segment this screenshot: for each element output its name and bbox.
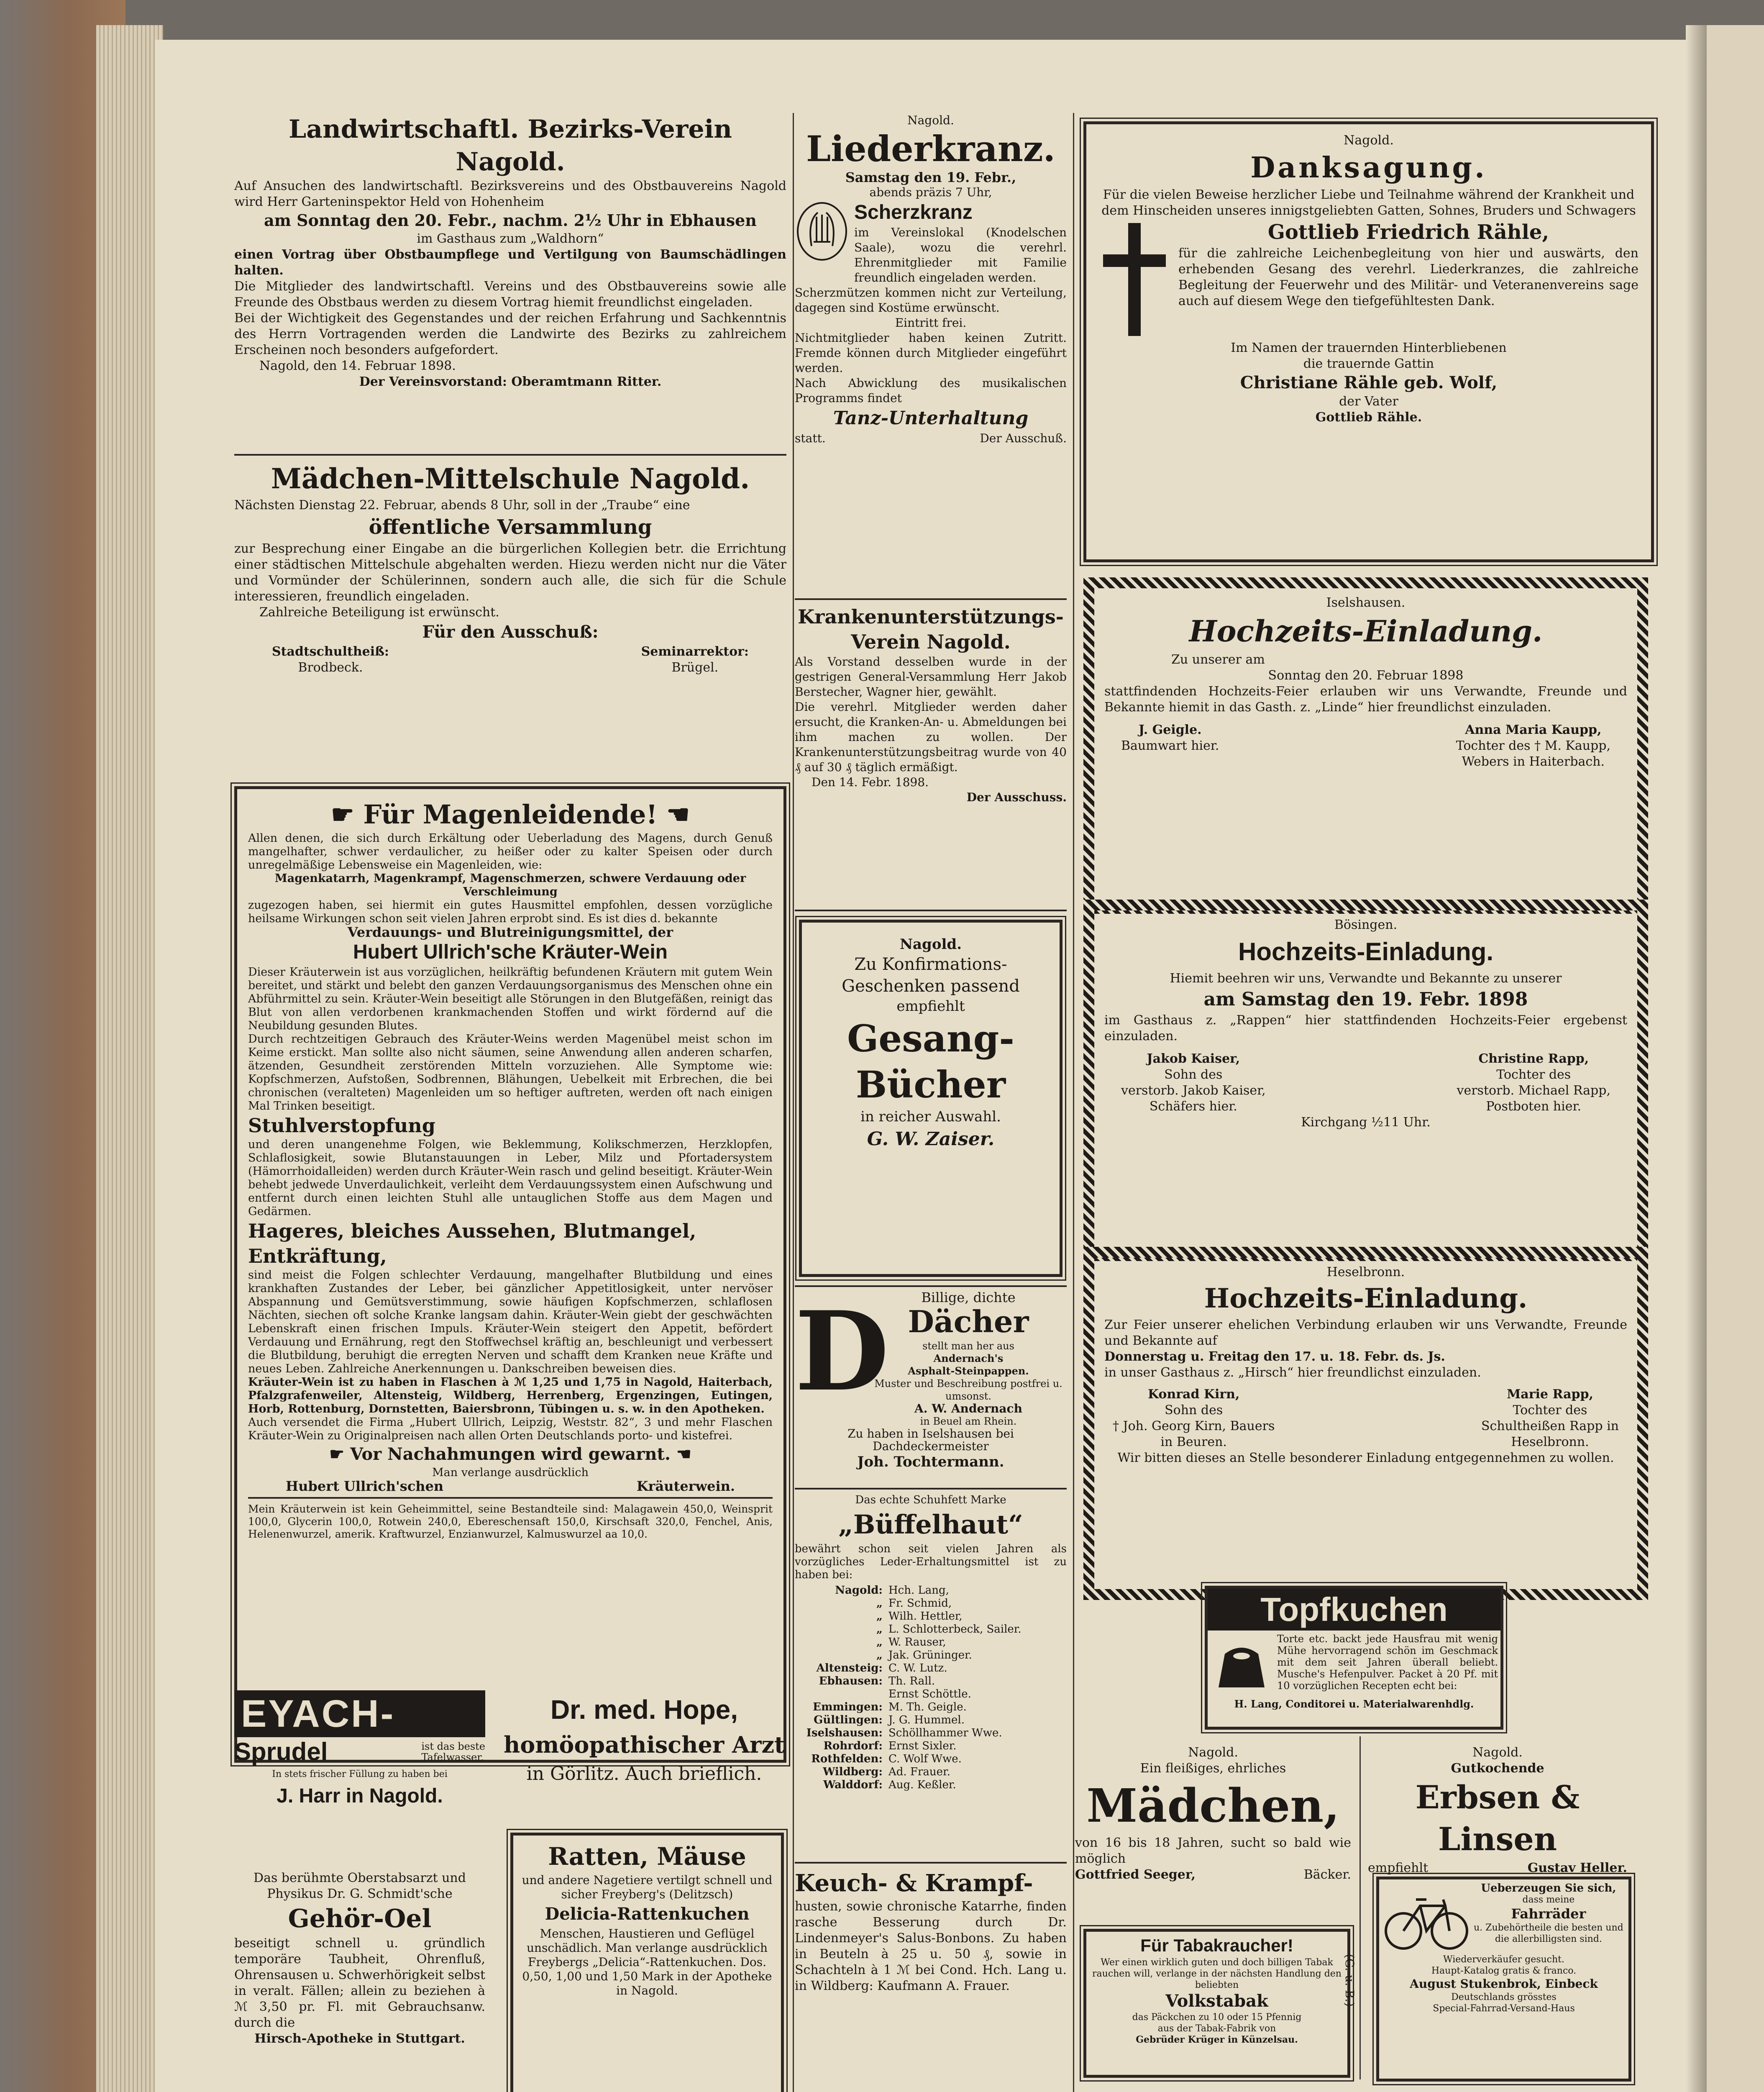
dealer-row [795, 1753, 1067, 1766]
place: Nagold. [1472, 1745, 1523, 1760]
ad-title: Hochzeits-Einladung. [1238, 938, 1494, 966]
magen-ad [234, 786, 786, 1763]
pointing-hand-icon: ☚ [657, 799, 690, 830]
brand: Fahrräder [1511, 1906, 1586, 1922]
ad-sub: Verdauungs- und Blutreinigungsmittel, der [347, 924, 673, 940]
liederkranz-ad [795, 113, 1067, 594]
ad-text: In stets frischer Füllung zu haben bei [272, 1769, 448, 1779]
place: Nagold. [1188, 1745, 1238, 1760]
dealer-name: W. Rauser, [888, 1636, 946, 1648]
ad-text: Sohn des [1165, 1403, 1223, 1418]
date: Donnerstag u. Freitag den 17. u. 18. Febr. ds. Js. [1104, 1349, 1445, 1364]
hochzeit-heselbronn [1083, 1247, 1648, 1600]
bicycle-icon [1383, 1883, 1470, 1954]
signer-role: Seminarrektor: [641, 644, 749, 659]
signer-role: Stadtschultheiß: [272, 644, 389, 659]
ad-title: Verein Nagold. [851, 631, 1011, 653]
dealer-name: C. Wolf Wwe. [888, 1753, 962, 1765]
dealer-name: L. Schlotterbeck, Sailer. [888, 1623, 1022, 1636]
ad-text: von 16 bis 18 Jahren, sucht so bald wie möglich [1075, 1836, 1351, 1866]
ad-text: Special-Fahrrad-Versand-Haus [1433, 2003, 1575, 2014]
place: Iselshausen. [1326, 595, 1406, 610]
dealer-row [795, 1675, 1067, 1688]
seller: H. Lang, Conditorei u. Materialwarenhdlg. [1234, 1698, 1474, 1710]
dealer-name: J. G. Hummel. [888, 1714, 965, 1726]
dealer-place: „ [876, 1610, 883, 1623]
dealer-row [795, 1701, 1067, 1714]
ad-text: Dachdeckermeister [873, 1439, 989, 1453]
ad-title: Mädchen-Mittelschule Nagold. [271, 462, 750, 495]
tagline: ist das beste [421, 1741, 485, 1752]
dealer-row [795, 1610, 1067, 1623]
firm-place: in Beuel am Rhein. [920, 1415, 1017, 1427]
dealer-row [795, 1727, 1067, 1740]
ad-text: Sohn des [1164, 1067, 1223, 1082]
brand-b: Kräuterwein. [636, 1478, 735, 1494]
ad-text: beseitigt schnell u. gründlich temporäre Taubheit, Ohrenfluß, Ohrensausen u. Schwerhörigkeit selbst in veralt. Fällen; allein zu beziehen à ℳ 3,50 pr. Fl. mit Gebrauchsanw. durch die [234, 1936, 485, 2030]
maedchen-ad [1075, 1745, 1351, 1920]
ad-text: sind meist die Folgen schlechter Verdauung, mangelhafter Blutbildung und eines krankhaften Zustandes der Leber, bei gänzlicher Appetitlosigkeit, unter nervöser Abspannung und Gemütsverstimmung, sowie häufigen Kopfschmerzen, schlaflosen Nächten, siechen oft solche Kranke langsam dahin. Kräuter-Wein giebt der geschwächten Lebenskraft einen frischen Impuls. Kräuter-Wein steigert den Appetit, befördert Verdauung und Ernährung, regt den Stoffwechsel kräftig an, beschleunigt und verbessert die Blutbildung, beruhigt die erregten Nerven und schafft dem Kranken neue Kräfte und neues Leben. Zahlreiche Anerkennungen u. Dankschreiben beweisen dies. [248, 1269, 773, 1375]
ad-text: und andere Nagetiere vertilgt schnell und sicher Freyberg's (Delitzsch) [522, 1873, 773, 1901]
groom-name: J. Geigle. [1138, 723, 1202, 737]
dealer-name: Hch. Lang, [888, 1584, 949, 1597]
dealer-row [795, 1623, 1067, 1636]
dealer-place: Iselshausen: [806, 1727, 883, 1739]
bride-name: Anna Maria Kaupp, [1465, 723, 1602, 737]
groom-name: Konrad Kirn, [1147, 1387, 1240, 1402]
ad-text: Allen denen, die sich durch Erkältung oder Ueberladung des Magens, durch Genuß mangelhafter, schwer verdaulicher, zu heißer oder zu kalter Speisen oder durch unregelmäßige Lebensweise ein Magenleiden, wie: [248, 832, 773, 872]
ad-date: am Sonntag den 20. Febr., nachm. 2½ Uhr in Ebhausen [264, 211, 757, 230]
page-edges [96, 25, 163, 2092]
big-word: Gesang- [847, 1017, 1014, 1060]
maedchenschule-ad [234, 460, 786, 778]
ad-place: im Gasthaus zum „Waldhorn“ [417, 231, 604, 246]
ad-text: Wiederverkäufer gesucht. [1443, 1954, 1565, 1965]
ad-signature: Der Vereinsvorstand: Oberamtmann Ritter. [359, 374, 662, 389]
column-rule-1 [793, 113, 794, 2092]
ad-signature: Der Ausschuß. [980, 431, 1067, 445]
ad-text: in reicher Auswahl. [860, 1108, 1001, 1125]
ad-text: empfiehlt [1368, 1861, 1429, 1875]
topfkuchen-ad [1205, 1586, 1503, 1730]
ad-text: Hiemit beehren wir uns, Verwandte und Bekannte zu unserer [1170, 971, 1562, 986]
brand: Volkstabak [1165, 1991, 1268, 2011]
dealer-name: Ernst Sixler. [888, 1740, 957, 1752]
big-word: Bücher [855, 1063, 1006, 1106]
column-rule-3 [1359, 1736, 1361, 2079]
hochzeit-boesingen [1083, 900, 1648, 1261]
ad-text: Billige, dichte [921, 1290, 1016, 1305]
ad-text: Kirchgang ½11 Uhr. [1301, 1115, 1431, 1130]
dealer-row [795, 1597, 1067, 1610]
ad-title: Ratten, Mäuse [548, 1842, 746, 1871]
ad-text: Andernach's [933, 1352, 1004, 1364]
dealer-place: Gültlingen: [814, 1714, 883, 1726]
big-d-initial-icon: D [795, 1288, 889, 1415]
brand-a: Hubert Ullrich'schen [286, 1478, 444, 1494]
ad-text: in Beuren. [1160, 1435, 1227, 1449]
fahrrad-ad [1376, 1877, 1631, 2082]
ad-ailments: Magenkatarrh, Magenkrampf, Magenschmerzen, schwere Verdauung oder Verschleimung [274, 872, 746, 898]
ad-text: im Vereinslokal (Knodelschen Saale), wozu die verehrl. Ehrenmitglieder mit Familie freundlich eingeladen werden. [854, 226, 1067, 285]
danksagung-ad [1083, 121, 1654, 562]
dealer-row [795, 1779, 1067, 1792]
firm: A. W. Andernach [914, 1402, 1022, 1415]
pointing-hand-icon: ☛ [329, 1444, 351, 1464]
product-name: Gehör-Oel [288, 1904, 432, 1933]
daecher-ad [795, 1288, 1067, 1484]
ad-text: Postboten hier. [1486, 1099, 1582, 1114]
event: Scherzkranz [854, 201, 973, 223]
dealer-name: Schöllhammer Wwe. [888, 1727, 1002, 1739]
dealer-name: M. Th. Geigle. [888, 1701, 967, 1713]
ad-text: Nächsten Dienstag 22. Februar, abends 8 Uhr, soll in der „Traube“ eine [234, 498, 690, 513]
bride-name: Christine Rapp, [1478, 1051, 1589, 1066]
ad-text: Nach Abwicklung des musikalischen Programms findet [795, 376, 1067, 405]
couple [1104, 722, 1627, 770]
seller: Gottfried Seeger, [1075, 1867, 1196, 1882]
ad-text: Durch rechtzeitigen Gebrauch des Kräuter-Weins werden Magenübel meist schon im Keime erstickt. Man sollte also nicht säumen, seine Anwendung allen anderen scharfen, ätzenden, Gesundheit zerstörenden Mitteln vorzuziehen. Alle Symptome wie: Kopfschmerzen, Aufstoßen, Sodbrennen, Blähungen, Uebelkeit mit Erbrechen, die bei chronischen (veralteten) Magenleiden um so heftiger auftreten, werden oft nach einigen Mal Trinken beseitigt. [248, 1033, 773, 1113]
ad-text: † Joh. Georg Kirn, Bauers [1113, 1419, 1275, 1433]
firm: August Stukenbrok, Einbeck [1410, 1977, 1598, 1991]
ad-text: statt. [795, 431, 826, 445]
dealer-row [795, 1662, 1067, 1675]
ad-text: im Gasthaus z. „Rappen“ hier stattfindenden Hochzeits-Feier ergebenst einzuladen. [1104, 1013, 1627, 1043]
erbsen-ad [1368, 1745, 1627, 1875]
ad-text: Auf Ansuchen des landwirtschaftl. Bezirksvereins und des Obstbauvereins Nagold wird Herr Garteninspektor Held von Hohenheim [234, 179, 786, 209]
ad-text: Tochter des [1513, 1403, 1587, 1418]
dealer-place: Rothfelden: [811, 1753, 883, 1765]
section-head: Hageres, bleiches Aussehen, Blutmangel, Entkräftung, [248, 1220, 696, 1267]
ad-text: Ein fleißiges, ehrliches [1140, 1761, 1286, 1776]
dealer-place: „ [876, 1597, 883, 1610]
doctor-name: Dr. med. Hope, [550, 1695, 738, 1725]
seller: J. Harr in Nagold. [277, 1785, 443, 1807]
ad-text: Zu haben in Iselshausen bei [847, 1427, 1014, 1441]
ad-text: in unser Gasthaus z. „Hirsch“ hier freundlichst einzuladen. [1104, 1365, 1481, 1380]
dealer-row [795, 1714, 1067, 1727]
pointing-hand-icon: ☚ [670, 1444, 691, 1464]
ad-text: Tochter des [1496, 1067, 1571, 1082]
dealer-list [795, 1584, 1067, 1792]
place: Bösingen. [1334, 918, 1398, 932]
column-right [1075, 113, 1644, 2092]
dealer-place: Emmingen: [813, 1701, 883, 1713]
ad-text: Die verehrl. Mitglieder werden daher ersucht, die Kranken-An- u. Abmeldungen bei ihm machen zu wollen. Der Krankenunterstützungsbeitrag wurde von 40 ₰ auf 30 ₰ täglich ermäßigt. [795, 700, 1067, 774]
ad-text: für die zahlreiche Leichenbegleitung von hier und auswärts, den erhebenden Gesang des verehrl. Liederkranzes, die zahlreiche Begleitung der Feuerwehr und des Militär- und Veteranenvereins sage auch auf diesem Wege den tiefgefühltesten Dank. [1178, 246, 1639, 308]
ad-text: aus der Tabak-Fabrik von [1157, 2023, 1276, 2034]
dealer-name: Th. Rall. [888, 1675, 935, 1687]
dealer-row [795, 1584, 1067, 1597]
father-name: Gottlieb Rähle. [1315, 410, 1422, 425]
ad-title: Hochzeits-Einladung. [1189, 614, 1543, 649]
column-left [234, 113, 786, 2092]
deceased-name: Gottlieb Friedrich Rähle, [1267, 220, 1549, 244]
ad-committee: Für den Ausschuß: [422, 622, 599, 642]
ad-title: Für Tabakraucher! [1140, 1936, 1293, 1955]
ad-title: Liederkranz. [806, 128, 1055, 169]
ad-text: u. Zubehörtheile die besten und [1474, 1923, 1623, 1933]
lyre-emblem-icon [795, 200, 849, 263]
ad-text: Wer einen wirklich guten und doch billigen Tabak rauchen will, verlange in der nächsten Handlung den beliebten [1092, 1957, 1342, 1990]
dance: Tanz-Unterhaltung [833, 408, 1029, 429]
warning [248, 1443, 773, 1466]
divider [795, 598, 1067, 600]
cake-icon [1210, 1633, 1273, 1696]
dealer-place: Rohrdorf: [823, 1740, 883, 1752]
dealer-row [795, 1688, 1067, 1701]
groom-name: Jakob Kaiser, [1147, 1051, 1240, 1066]
doctor-place: in Görlitz. Auch brieflich. [526, 1763, 762, 1784]
bueffel-ad [795, 1494, 1067, 1858]
date: Sonntag den 20. Februar 1898 [1268, 668, 1464, 683]
divider [795, 1488, 1067, 1490]
ad-signature: Der Ausschuss. [966, 790, 1067, 804]
signatures [234, 644, 786, 676]
big-word: Dächer [908, 1304, 1029, 1339]
date: am Samstag den 19. Febr. 1898 [1203, 989, 1528, 1010]
date: Samstag den 19. Febr., [845, 169, 1016, 185]
ad-text: Menschen, Haustieren und Geflügel unschädlich. Man verlange ausdrücklich Freybergs „Delicia“-Rattenkuchen. Dos. 0,50, 1,00 und 1,50 Mark in der Apotheke in Nagold. [522, 1927, 772, 1997]
ad-title: Keuch- & Krampf- [795, 1869, 1033, 1897]
place: Heselbronn. [1326, 1265, 1405, 1279]
ad-text: stellt man her aus [922, 1340, 1014, 1352]
hope-ad [502, 1690, 786, 1816]
next-page-edge [1707, 25, 1764, 2092]
dealer-row [795, 1766, 1067, 1779]
ad-text: zur Besprechung einer Eingabe an die bürgerlichen Kollegien betr. die Errichtung einer städtischen Mittelschule abgehalten werden. Hiezu werden nicht nur die Väter und Vormünder der Schülerinnen, sondern auch alle, die sich für die Schule interessieren, freundlich eingeladen. [234, 541, 786, 604]
ad-text: Zahlreiche Beteiligung ist erwünscht. [259, 605, 499, 620]
signer-name: Brügel. [671, 660, 719, 675]
ad-text: Im Namen der trauernden Hinterbliebenen [1231, 341, 1507, 355]
ad-text: Geschenken passend [842, 977, 1020, 996]
ad-text: Die Mitglieder des landwirtschaftl. Vereins und des Obstbauvereins sowie alle Freunde des Obstbaus werden zu diesem Vortrag hiemit freundlichst eingeladen. [234, 279, 786, 310]
dealer-name: Ad. Frauer. [888, 1766, 950, 1778]
seller-role: Bäcker. [1303, 1867, 1351, 1882]
place: Nagold. [1344, 133, 1394, 148]
dealer-name: C. W. Lutz. [888, 1662, 947, 1674]
ad-text: Torte etc. backt jede Hausfrau mit wenig Mühe hervorragend schön im Geschmack mit dem seit Jahren überall beliebt. Musche's Hefenpulver. Packet à 20 Pf. mit 10 vorzüglichen Recepten echt bei: [1277, 1633, 1498, 1692]
divider [795, 910, 1067, 911]
product-name: Hubert Ullrich'sche Kräuter-Wein [353, 941, 668, 963]
book-gutter [1686, 25, 1707, 2092]
seller: Joh. Tochtermann. [857, 1454, 1004, 1470]
dealer-place: „ [876, 1649, 883, 1661]
ad-title [248, 797, 773, 832]
ad-text: Physikus Dr. G. Schmidt'sche [267, 1887, 453, 1901]
ad-text: Scherzmützen kommen nicht zur Verteilung, dagegen sind Kostüme erwünscht. [795, 286, 1067, 315]
ad-text: Das echte Schuhfett Marke [855, 1494, 1006, 1506]
ad-text: Zu Konfirmations- [854, 955, 1007, 974]
ad-text: Schäfers hier. [1149, 1099, 1237, 1114]
hochzeit-iselshausen [1083, 577, 1648, 914]
dealer-place: „ [876, 1636, 883, 1648]
divider [795, 1285, 1067, 1287]
brand-line [248, 1479, 773, 1493]
ad-text: Das berühmte Oberstabsarzt und [253, 1871, 466, 1885]
divider [234, 454, 786, 456]
ad-title: Krankenunterstützungs- [798, 605, 1064, 628]
landwirtschaft-ad [234, 113, 786, 450]
ad-text: und deren unangenehme Folgen, wie Beklemmung, Kolikschmerzen, Herzklopfen, Schlaflosigkeit, sowie Blutanstauungen in Leber, Milz und Pfortadersystem (Hämorrhoidalleiden) werden durch Kräuter-Wein rasch und gelind beseitigt. Kräuter-Wein behebt jedwede Unverdaulichkeit, verleiht dem Verdauungssystem einen Aufschwung und entfernt durch einen leichten Stuhl alle untauglichen Stoffe aus dem Magen und Gedärmen. [248, 1138, 773, 1218]
doctor-role: homöopathischer Arzt [503, 1731, 785, 1758]
ad-title: Danksagung. [1250, 151, 1487, 185]
ad-text: einen Vortrag über Obstbaumpflege und Vertilgung von Baumschädlingen halten. [234, 247, 786, 278]
ad-text: dass meine [1522, 1895, 1575, 1905]
ad-text: Man verlange ausdrücklich [432, 1466, 589, 1479]
ad-text: Ueberzeugen Sie sich, [1481, 1882, 1616, 1895]
dealer-name: Aug. Keßler. [888, 1779, 956, 1791]
dealer-row [795, 1636, 1067, 1649]
tagline: Tafelwasser. [421, 1751, 484, 1763]
ad-title: Landwirtschaftl. Bezirks-Verein Nagold. [289, 115, 732, 177]
ad-text: Kräuter-Wein ist zu haben in Flaschen à ℳ 1,25 und 1,75 in Nagold, Haiterbach, Pfalzgrafenweiler, Altensteig, Wildberg, Herrenberg, Ergenzingen, Eutingen, Horb, Rottenburg, Dornstetten, Baiersbronn, Tübingen u. s. w. in den Apotheken. [248, 1376, 773, 1415]
warning-text: Vor Nachahmungen wird gewarnt. [350, 1444, 671, 1464]
keuch-ad [795, 1868, 1067, 2073]
ad-text: Heselbronn. [1511, 1435, 1589, 1449]
dealer-place [795, 1688, 888, 1701]
big-word: Mädchen, [1086, 1779, 1340, 1833]
ad-text: die trauernde Gattin [1303, 356, 1434, 371]
ratten-ad [510, 1833, 784, 2092]
ad-title: „Büffelhaut“ [838, 1509, 1023, 1540]
seller: Hirsch-Apotheke in Stuttgart. [254, 2031, 465, 2046]
couple [1104, 1051, 1627, 1115]
ad-text: Bei der Wichtigkeit des Gegenstandes und der reichen Erfahrung und Sachkenntnis des Herrn Vortragenden werden die Landwirte des Bezirks zu zahlreichem Erscheinen noch besonders aufgefordert. [234, 311, 786, 357]
dealer-name: Ernst Schöttle. [888, 1688, 971, 1700]
place: Nagold. [907, 113, 954, 127]
ad-text: das Päckchen zu 10 oder 15 Pfennig [1132, 2012, 1302, 2023]
divider [248, 1497, 773, 1499]
ad-text: Für die vielen Beweise herzlicher Liebe und Teilnahme während der Krankheit und dem Hinscheiden unseres innigstgeliebten Gatten, Sohnes, Bruders und Schwagers [1101, 187, 1636, 218]
ad-text: husten, sowie chronische Katarrhe, finden rasche Besserung durch Dr. Lindenmeyer's Salus-Bonbons. Zu haben in Beuteln à 25 u. 50 ₰, sowie in Schachteln à 1 ℳ bei Cond. Hch. Lang u. in Wildberg: Kaufmann A. Frauer. [795, 1899, 1067, 1993]
ad-text: Zur Feier unserer ehelichen Verbindung erlauben wir uns Verwandte, Freunde und Bekannte auf [1104, 1318, 1627, 1348]
ad-text: zugezogen haben, sei hiermit ein gutes Hausmittel empfohlen, dessen vorzügliche heilsame Wirkungen schon seit vielen Jahren erprobt sind. Es ist dies d. bekannte [248, 899, 773, 925]
place: Nagold. [899, 936, 962, 953]
ad-text: Als Vorstand desselben wurde in der gestrigen General-Versammlung Herr Jakob Berstecher, Wagner hier, gewählt. [795, 655, 1067, 699]
couple [1104, 1387, 1627, 1450]
product-name: Delicia-Rattenkuchen [545, 1904, 750, 1924]
seller: G. W. Zaiser. [867, 1128, 995, 1150]
ad-text: bewährt schon seit vielen Jahren als vorzügliches Leder-Erhaltungsmittel ist zu haben bei: [795, 1543, 1067, 1581]
dealer-row [795, 1649, 1067, 1662]
kranken-ad [795, 604, 1067, 905]
ad-text: Tochter des † M. Kaupp, [1456, 738, 1610, 753]
bottom-left-ads [234, 1690, 786, 2092]
sprudel: Sprudel [234, 1738, 328, 1766]
ad-title: Hochzeits-Einladung. [1204, 1283, 1528, 1314]
ad-text: empfiehlt [896, 998, 965, 1015]
time: abends präzis 7 Uhr, [869, 185, 992, 199]
signer-name: Brodbeck. [298, 660, 363, 675]
ad-text: der Vater [1339, 394, 1398, 409]
widow-name: Christiane Rähle geb. Wolf, [1240, 373, 1498, 392]
eyach-ad [234, 1690, 485, 1854]
column-middle [795, 113, 1067, 2092]
seller: Gustav Heller. [1527, 1861, 1627, 1875]
ad-text: Webers in Haiterbach. [1462, 754, 1605, 769]
ad-text: Asphalt-Steinpappen. [908, 1365, 1029, 1377]
ad-text: die allerbilligsten sind. [1495, 1934, 1602, 1944]
ingredients: Mein Kräuterwein ist kein Geheimmittel, seine Bestandteile sind: Malagawein 450,0, Weinsprit 100,0, Glycerin 100,0, Rotwein 240,0, Ebereschensaft 150,0, Kirschsaft 320,0, Fenchel, Anis, Helenenwurzel, amerik. Kraftwurzel, Enzianwurzel, Kalmuswurzel aa 10,0. [248, 1503, 773, 1540]
ad-text: Schultheißen Rapp in [1481, 1419, 1619, 1433]
ad-text: Zu unserer am [1171, 652, 1265, 667]
ad-text: verstorb. Jakob Kaiser, [1121, 1083, 1266, 1098]
dealer-place: Nagold: [835, 1584, 883, 1597]
ad-text: Wir bitten dieses an Stelle besonderer Einladung entgegennehmen zu wollen. [1117, 1451, 1614, 1465]
dealer-row [795, 1740, 1067, 1753]
ad-text: Dieser Kräuterwein ist aus vorzüglichen, heilkräftig befundenen Kräutern mit gutem Wein bereitet, und stärkt und belebt den ganzen Verdauungsorganismus des Menschen ohne ein Abführmittel zu sein. Kräuter-Wein beseitigt alle Störungen in den Blutgefäßen, reinigt das Blut von allen verdorbenen krankmachenden Stoffen und wirkt fördernd auf die Neubildung gesunden Blutes. [248, 966, 773, 1032]
ad-text: Muster und Beschreibung postfrei u. umsonst. [874, 1378, 1062, 1402]
divider [795, 1862, 1067, 1864]
ad-text: Deutschlands grösstes [1451, 1992, 1557, 2002]
firm: Gebrüder Krüger in Künzelsau. [1136, 2034, 1298, 2045]
tabak-ad [1083, 1929, 1350, 2078]
bride-name: Marie Rapp, [1507, 1387, 1593, 1402]
ad-text: Baumwart hier. [1121, 738, 1219, 753]
dealer-place: Wildberg: [823, 1766, 883, 1778]
brand: EYACH- [234, 1690, 485, 1737]
title-text: Für Magenleidende! [363, 799, 658, 830]
big-word: Erbsen & Linsen [1415, 1779, 1580, 1858]
entry: Eintritt frei. [895, 316, 967, 330]
ad-heading: öffentliche Versammlung [369, 515, 652, 539]
ad-text: Gutkochende [1451, 1761, 1544, 1776]
dealer-place: Walddorf: [823, 1779, 883, 1791]
dealer-place: Altensteig: [816, 1662, 883, 1674]
ad-text: Nichtmitglieder haben keinen Zutritt. Fremde können durch Mitglieder eingeführt werden. [795, 331, 1067, 375]
ad-text: Auch versendet die Firma „Hubert Ullrich, Leipzig, Weststr. 82“, 3 und mehr Flaschen Kräuter-Wein zu Originalpreisen nach allen Orten Deutschlands porto- und kistefrei. [248, 1416, 773, 1442]
dealer-place: „ [876, 1623, 883, 1636]
section-head: Stuhlverstopfung [248, 1114, 435, 1137]
pointing-hand-icon: ☛ [331, 799, 364, 830]
ad-text: Haupt-Katalog gratis & franco. [1431, 1966, 1577, 1976]
dealer-name: Wilh. Hettler, [888, 1610, 963, 1623]
dealer-place: Ebhausen: [819, 1675, 883, 1687]
sprudel-line [234, 1737, 485, 1766]
gehoer-ad [234, 1870, 485, 2092]
date: Den 14. Febr. 1898. [812, 775, 929, 789]
zaiser-ad [799, 920, 1062, 1277]
ad-text: verstorb. Michael Rapp, [1457, 1083, 1610, 1098]
cross-icon [1099, 219, 1170, 340]
ad-text: stattfindenden Hochzeits-Feier erlauben wir uns Verwandte, Freunde und Bekannte hiemit in das Gasth. z. „Linde“ hier freundlichst einzuladen. [1104, 684, 1627, 715]
ad-dateline: Nagold, den 14. Februar 1898. [259, 359, 456, 373]
tabak-side: (G. u. B.) [1343, 1954, 1357, 2007]
dealer-name: Jak. Grüninger. [888, 1649, 972, 1661]
dealer-name: Fr. Schmid, [888, 1597, 952, 1610]
column-rule-2 [1073, 113, 1074, 2092]
ad-title: Topfkuchen [1208, 1589, 1500, 1631]
